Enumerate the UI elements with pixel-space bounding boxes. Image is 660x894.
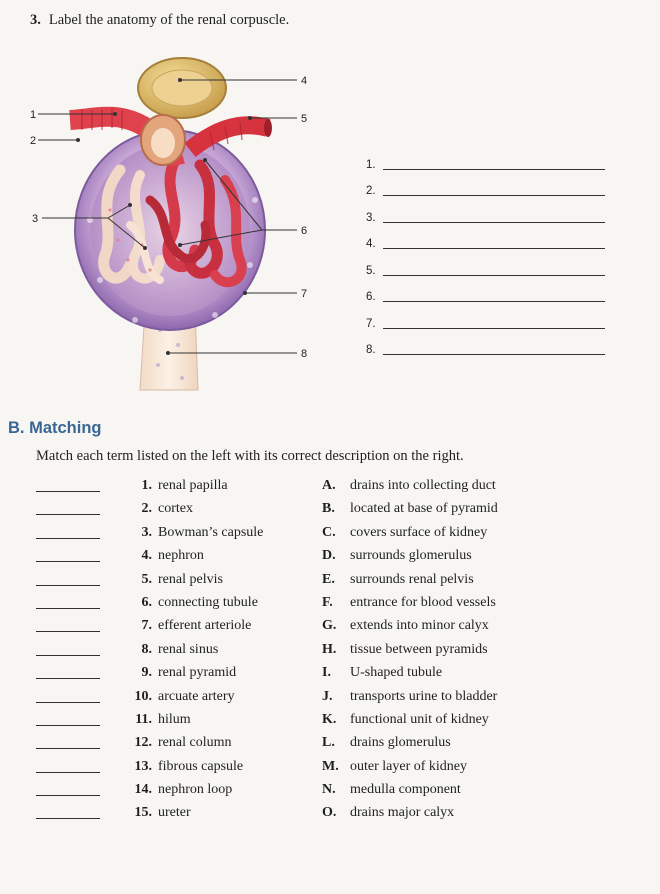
answer-blank[interactable]: [36, 772, 100, 773]
renal-corpuscle-diagram: [0, 40, 340, 400]
term-number: 1.: [141, 478, 152, 493]
section-b-heading: B. Matching: [8, 419, 102, 437]
answer-line-number: 4.: [366, 238, 376, 250]
term-number: 7.: [141, 618, 152, 634]
matching-row: [34, 592, 634, 615]
term-number: 2.: [141, 501, 152, 517]
term-text: renal pyramid: [158, 665, 237, 681]
efferent-arteriole: [190, 125, 268, 150]
term-text: renal sinus: [158, 641, 219, 657]
description-text: extends into minor calyx: [350, 618, 489, 634]
description-text: entrance for blood vessels: [350, 594, 496, 610]
answer-line-7[interactable]: [366, 309, 611, 336]
answer-blank[interactable]: [36, 795, 100, 796]
description-letter: I.: [322, 665, 331, 681]
answer-line-3[interactable]: [366, 203, 611, 230]
callout-6: 6: [301, 225, 308, 237]
description-letter: C.: [322, 524, 336, 540]
description-letter: G.: [322, 618, 337, 634]
answer-line-number: 8.: [366, 344, 376, 356]
matching-row: [34, 686, 634, 709]
description-letter: M.: [322, 758, 339, 774]
answer-blank[interactable]: [36, 585, 100, 586]
description-text: surrounds renal pelvis: [350, 571, 474, 587]
term-text: fibrous capsule: [158, 758, 244, 774]
term-number: 8.: [141, 641, 152, 657]
matching-row: [34, 756, 634, 779]
description-letter: F.: [322, 594, 333, 610]
term-text: hilum: [158, 711, 191, 727]
question-3-text: Label the anatomy of the renal corpuscle.: [48, 12, 290, 28]
answer-blank[interactable]: [36, 818, 100, 819]
answer-blank[interactable]: [36, 514, 100, 515]
answer-blank[interactable]: [36, 538, 100, 539]
matching-row: [34, 802, 634, 825]
answer-line-number: 1.: [366, 158, 376, 171]
answer-line-number: 6.: [366, 291, 376, 303]
description-text: medulla component: [350, 782, 461, 798]
matching-row: [34, 475, 634, 498]
answer-line-6[interactable]: [366, 283, 611, 310]
callout-1: 1: [30, 109, 37, 121]
description-text: tissue between pyramids: [350, 641, 488, 657]
term-text: renal papilla: [158, 478, 228, 493]
term-text: cortex: [158, 501, 193, 517]
callout-3: 3: [32, 213, 39, 225]
callout-5: 5: [301, 113, 308, 125]
answer-blank[interactable]: [36, 631, 100, 632]
term-number: 13.: [134, 758, 152, 774]
term-text: connecting tubule: [158, 594, 258, 610]
answer-blank[interactable]: [36, 561, 100, 562]
matching-row: [34, 662, 634, 685]
matching-table: [34, 475, 634, 826]
description-letter: N.: [322, 782, 336, 798]
description-letter: O.: [322, 805, 337, 821]
description-text: covers surface of kidney: [350, 524, 488, 540]
term-number: 3.: [141, 524, 152, 540]
term-number: 9.: [141, 665, 152, 681]
answer-line-2[interactable]: [366, 177, 611, 204]
answer-blank[interactable]: [36, 678, 100, 679]
answer-line-5[interactable]: [366, 256, 611, 283]
matching-instructions: Match each term listed on the left with its correct description on the right.: [36, 448, 464, 464]
term-number: 12.: [134, 735, 152, 751]
answer-line-number: 2.: [366, 185, 376, 197]
term-text: Bowman’s capsule: [158, 524, 264, 540]
term-number: 6.: [141, 594, 152, 610]
description-letter: D.: [322, 548, 336, 564]
term-text: nephron loop: [158, 782, 233, 798]
matching-row: [34, 732, 634, 755]
description-text: functional unit of kidney: [350, 711, 489, 727]
description-text: surrounds glomerulus: [350, 548, 472, 564]
answer-line-number: 7.: [366, 317, 376, 330]
answer-blank[interactable]: [36, 608, 100, 609]
term-number: 15.: [134, 805, 152, 821]
term-text: ureter: [158, 805, 191, 821]
answer-line-4[interactable]: [366, 230, 611, 257]
term-number: 10.: [134, 688, 152, 704]
matching-row: [34, 709, 634, 732]
description-letter: A.: [322, 478, 336, 493]
answer-line-number: 3.: [366, 211, 376, 224]
term-text: nephron: [158, 548, 204, 564]
description-letter: E.: [322, 571, 335, 587]
answer-blank[interactable]: [36, 655, 100, 656]
description-letter: J.: [322, 688, 333, 704]
description-text: transports urine to bladder: [350, 688, 498, 704]
description-text: U-shaped tubule: [350, 665, 443, 681]
description-letter: B.: [322, 501, 335, 517]
term-text: renal column: [158, 735, 232, 751]
answer-line-1[interactable]: [366, 150, 611, 177]
callout-2: 2: [30, 135, 37, 147]
description-letter: K.: [322, 711, 337, 727]
term-number: 11.: [135, 711, 152, 727]
callout-7: 7: [301, 288, 308, 300]
term-text: renal pelvis: [158, 571, 223, 587]
matching-row: [34, 779, 634, 802]
answer-blank[interactable]: [36, 748, 100, 749]
answer-blank[interactable]: [36, 702, 100, 703]
answer-blank[interactable]: [36, 491, 100, 492]
matching-row: [34, 498, 634, 521]
question-3-prompt: [30, 12, 289, 29]
matching-row: [34, 639, 634, 662]
description-text: drains glomerulus: [350, 735, 451, 751]
question-3-number: 3.: [30, 12, 41, 28]
term-number: 5.: [141, 571, 152, 587]
matching-row: [34, 615, 634, 638]
matching-row: [34, 522, 634, 545]
answer-line-8[interactable]: [366, 336, 611, 363]
description-text: outer layer of kidney: [350, 758, 468, 774]
description-letter: H.: [322, 641, 337, 657]
matching-row: [34, 569, 634, 592]
diagram-answer-lines: [366, 150, 611, 362]
term-number: 4.: [141, 548, 152, 564]
term-number: 14.: [134, 782, 152, 798]
callout-8: 8: [301, 348, 308, 360]
answer-blank[interactable]: [36, 725, 100, 726]
answer-line-number: 5.: [366, 264, 376, 277]
term-text: arcuate artery: [158, 688, 235, 704]
description-text: drains major calyx: [350, 805, 455, 821]
description-letter: L.: [322, 735, 335, 751]
term-text: efferent arteriole: [158, 618, 252, 634]
callout-4: 4: [301, 75, 308, 87]
matching-row: [34, 545, 634, 568]
description-text: drains into collecting duct: [350, 478, 496, 493]
description-text: located at base of pyramid: [350, 501, 498, 517]
